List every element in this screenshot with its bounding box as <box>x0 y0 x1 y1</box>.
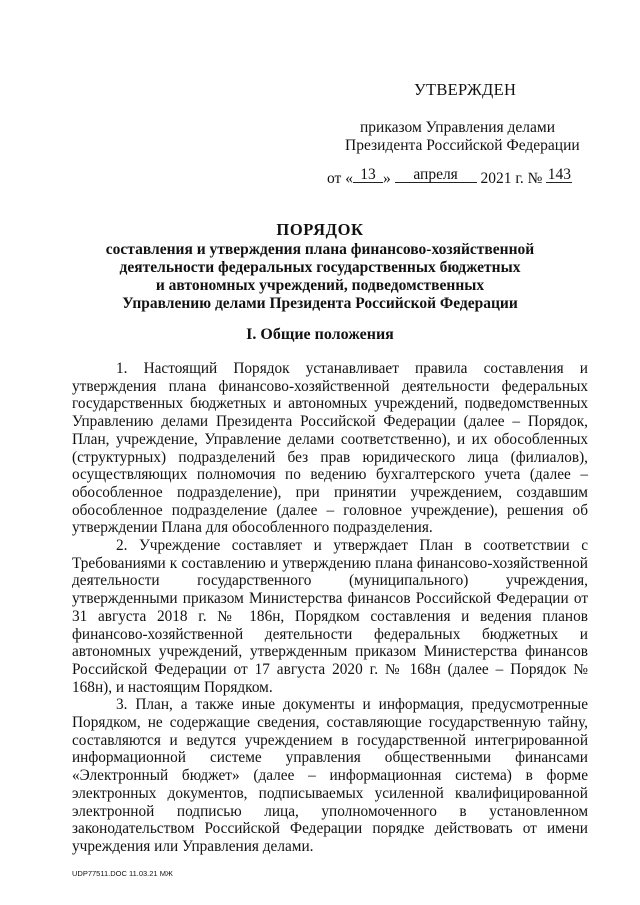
paragraph-3: 3. План, а также иные документы и информация, предусмотренные Порядком, не содержащие сведения, составляющие государственную тайну, составляются и ведутся учреждением в государственной интегрированной информационной системе управления общественными финансами «Электронный бюджет» (далее – информационная система) в форме электронных документов, подписываемых усиленной квалифицированной электронной подписью лица, уполномоченного в установленном законодательством Российской Федерации порядке действовать от имени учреждения или Управления делами. <box>72 696 588 855</box>
document-title <box>60 221 580 313</box>
section-title: I. Общие положения <box>246 326 394 343</box>
title-line-2: деятельности федеральных государственных бюджетных <box>119 259 521 276</box>
document-body <box>72 360 588 856</box>
order-number: 143 <box>547 166 571 183</box>
date-year: 2021 г. № <box>480 170 543 187</box>
date-month: апреля <box>395 168 477 183</box>
paragraph-2: 2. Учреждение составляет и утверждает План в соответствии с Требованиями к составлению и утверждению плана финансово-хозяйственной деятельности государственного (муниципального) учреждения, утвержденными приказом Министерства финансов Российской Федерации от 31 августа 2018 г. № 186н, Порядком составления и ведения планов финансово-хозяйственной деятельности федеральных бюджетных и автономных учреждений, утвержденным приказом Министерства финансов Российской Федерации от 17 августа 2020 г. № 168н (далее – Порядок № 168н), и настоящим Порядком. <box>72 537 588 696</box>
title-line-3: и автономных учреждений, подведомственных <box>155 277 485 294</box>
paragraph-1: 1. Настоящий Порядок устанавливает правила составления и утверждения плана финансово-хозяйственной деятельности федеральных государственных бюджетных и автономных учреждений, подведомственных Управлению делами Президента Российской Федерации (далее – Порядок, План, учреждение, Управление делами соответственно), и их обособленных (структурных) подразделений без прав юридического лица (филиалов), осуществляющих полномочия по ведению бухгалтерского учета (далее – обособленное подразделение), при принятии учреждением, создавшим обособленное подразделение (далее – головное учреждение), решения об утверждении Плана для обособленного подразделения. <box>72 360 588 537</box>
approval-line-1: приказом Управления делами <box>360 119 556 136</box>
title-line-1: составления и утверждения плана финансово-хозяйственной <box>105 241 535 258</box>
date-prefix: от « <box>327 170 353 187</box>
approval-date-line <box>327 166 572 188</box>
date-day: 13 <box>353 168 383 183</box>
date-close: » <box>382 170 391 187</box>
file-footer: UDP77511.DOC 11.03.21 МЖ <box>72 869 173 878</box>
approval-stamp-title: УТВЕРЖДЕН <box>414 80 517 99</box>
title-line-4: Управлению делами Президента Российской Федерации <box>122 295 518 312</box>
approval-line-2: Президента Российской Федерации <box>345 137 580 154</box>
title-main: ПОРЯДОК <box>276 220 364 239</box>
